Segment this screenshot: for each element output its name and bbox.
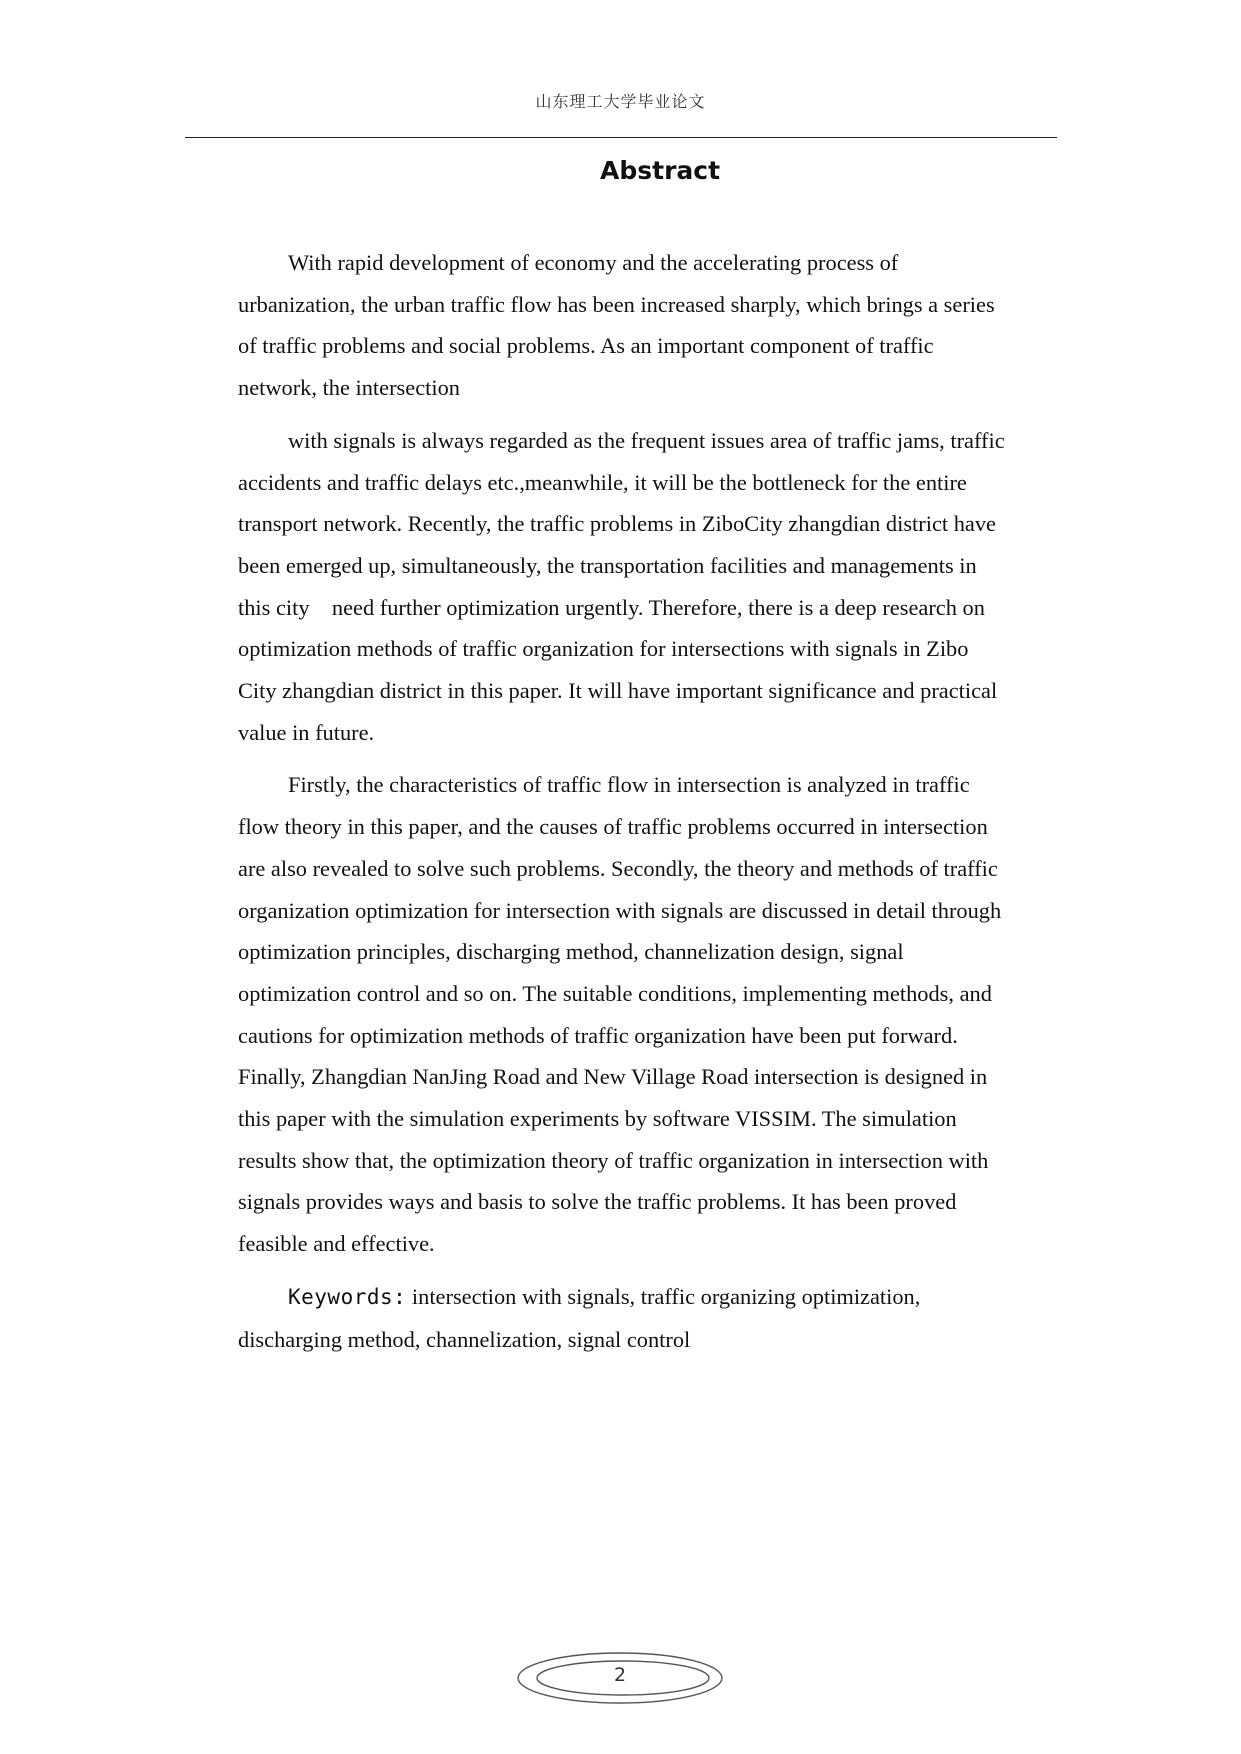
text-line: flow theory in this paper, and the causes of traffic problems occurred in intersection [238,814,988,840]
text-line: value in future. [238,719,375,745]
running-header-title: 山东理工大学毕业论文 [535,92,706,111]
header-divider [185,137,1057,138]
text-line: this city need further optimization urgently. Therefore, there is a deep research on [238,594,985,620]
text-line: optimization methods of traffic organization for intersections with signals in Zibo [238,636,969,662]
text-line: cautions for optimization methods of traffic organization have been put forward. [238,1022,958,1048]
text-line: with signals is always regarded as the frequent issues area of traffic jams, traffic [288,427,1005,453]
text-line: urbanization, the urban traffic flow has been increased sharply, which brings a series [238,291,995,317]
abstract-body [188,242,1050,1371]
keywords-text: discharging method, channelization, signal control [238,1326,691,1352]
text-line: With rapid development of economy and the accelerating process of [288,250,899,275]
text-line: signals provides ways and basis to solve the traffic problems. It has been proved [238,1189,957,1215]
text-line: are also revealed to solve such problems. Secondly, the theory and methods of traffic [238,855,998,881]
keywords-line [188,1276,1050,1319]
keywords-paragraph [188,1276,1050,1360]
text-line: feasible and effective. [238,1231,435,1257]
page-number-badge [515,1650,725,1706]
text-line: transport network. Recently, the traffic problems in ZiboCity zhangdian district have [238,511,996,537]
text-line: been emerged up, simultaneously, the transportation facilities and managements in [238,552,977,578]
abstract-heading: Abstract [600,156,721,185]
text-line: of traffic problems and social problems. As an important component of traffic [238,333,934,359]
abstract-paragraph-2 [188,420,1050,754]
text-line: accidents and traffic delays etc.,meanwhile, it will be the bottleneck for the entire [238,469,967,495]
text-line: this paper with the simulation experiments by software VISSIM. The simulation [238,1106,957,1132]
text-line: network, the intersection [238,375,460,401]
text-line: optimization principles, discharging method, channelization design, signal [238,939,904,965]
keywords-label: Keywords: [288,1284,407,1309]
page-number: 2 [613,1664,627,1686]
text-line: Finally, Zhangdian NanJing Road and New Village Road intersection is designed in [238,1064,988,1090]
keywords-text: intersection with signals, traffic organizing optimization, [411,1283,921,1309]
text-line: organization optimization for intersection with signals are discussed in detail through [238,897,1002,923]
text-line: results show that, the optimization theory of traffic organization in intersection with [238,1147,989,1173]
text-line: City zhangdian district in this paper. It will have important significance and practical [238,678,998,704]
text-line: optimization control and so on. The suitable conditions, implementing methods, and [238,980,992,1006]
abstract-paragraph-1 [188,242,1050,409]
text-line: Firstly, the characteristics of traffic flow in intersection is analyzed in traffic [288,772,970,798]
abstract-paragraph-3 [188,764,1050,1264]
